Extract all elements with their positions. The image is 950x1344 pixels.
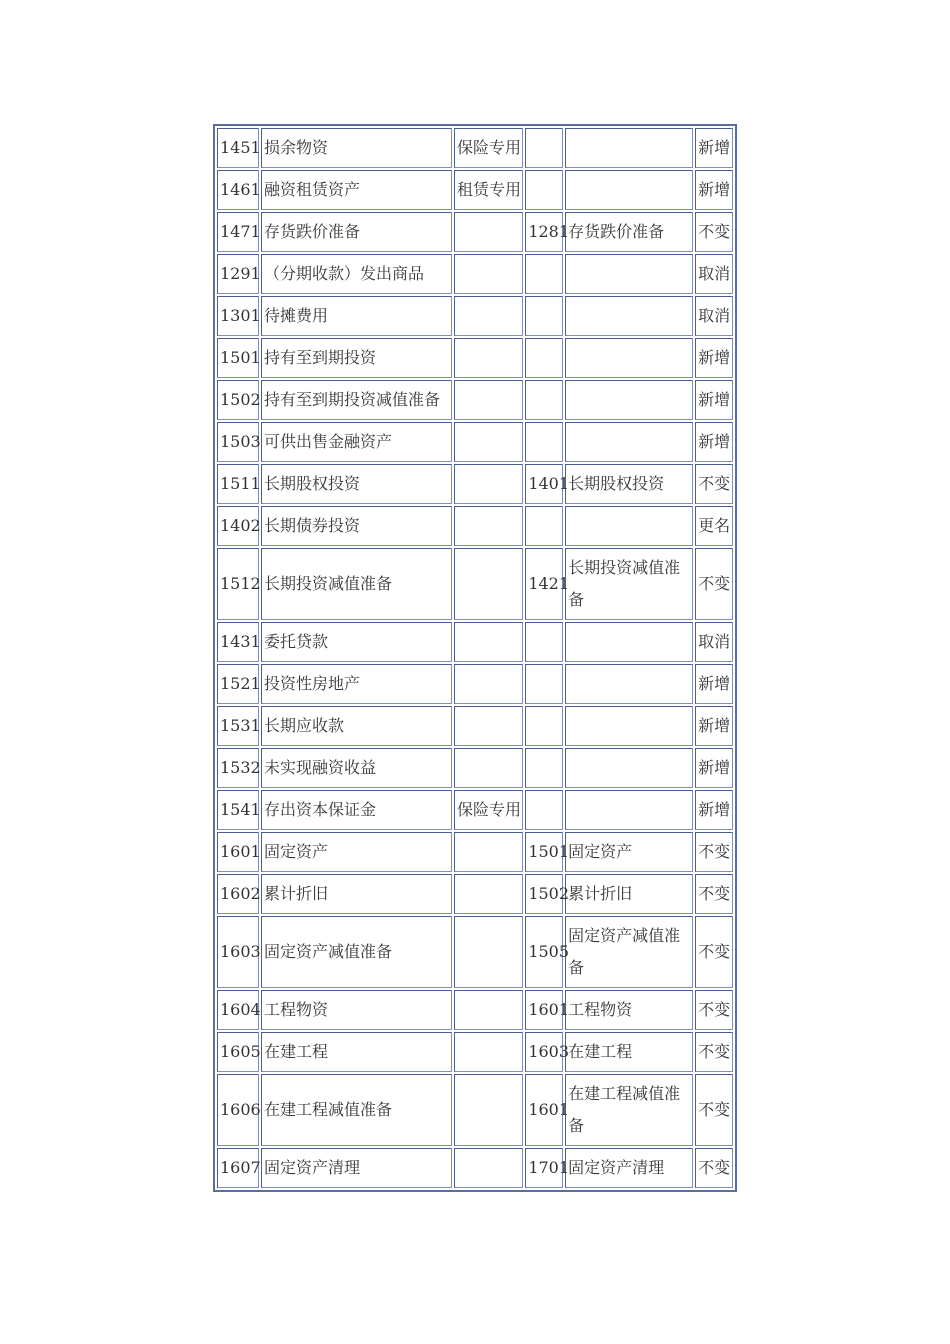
old-account-name-cell	[565, 664, 693, 704]
old-account-name-cell: 工程物资	[565, 990, 693, 1030]
table-row	[217, 874, 733, 914]
old-account-name-cell: 固定资产清理	[565, 1148, 693, 1188]
account-name-cell: 持有至到期投资	[261, 338, 452, 378]
old-account-name-cell	[565, 338, 693, 378]
table-row	[217, 212, 733, 252]
old-account-code-cell	[525, 422, 563, 462]
old-account-code-cell	[525, 622, 563, 662]
old-account-name-cell: 固定资产	[565, 832, 693, 872]
table-row	[217, 990, 733, 1030]
change-status-cell: 取消	[695, 622, 733, 662]
account-code-cell: 1605	[217, 1032, 259, 1072]
usage-note-cell	[454, 380, 523, 420]
old-account-name-cell: 在建工程减值准备	[565, 1074, 693, 1146]
old-account-code-cell	[525, 338, 563, 378]
account-name-cell: 在建工程减值准备	[261, 1074, 452, 1146]
account-code-cell: 1503	[217, 422, 259, 462]
usage-note-cell: 保险专用	[454, 128, 523, 168]
account-code-cell: 1604	[217, 990, 259, 1030]
table-row	[217, 128, 733, 168]
old-account-name-cell	[565, 296, 693, 336]
change-status-cell: 不变	[695, 548, 733, 620]
usage-note-cell	[454, 748, 523, 788]
old-account-code-cell: 1502	[525, 874, 563, 914]
old-account-name-cell: 存货跌价准备	[565, 212, 693, 252]
change-status-cell: 不变	[695, 1074, 733, 1146]
usage-note-cell	[454, 664, 523, 704]
account-code-cell: 1541	[217, 790, 259, 830]
table-row	[217, 664, 733, 704]
old-account-name-cell	[565, 380, 693, 420]
change-status-cell: 不变	[695, 832, 733, 872]
account-code-cell: 1291	[217, 254, 259, 294]
change-status-cell: 新增	[695, 128, 733, 168]
old-account-name-cell	[565, 622, 693, 662]
table-row	[217, 748, 733, 788]
change-status-cell: 新增	[695, 422, 733, 462]
old-account-name-cell	[565, 790, 693, 830]
old-account-name-cell: 长期股权投资	[565, 464, 693, 504]
table-row	[217, 548, 733, 620]
account-code-cell: 1607	[217, 1148, 259, 1188]
table-body	[217, 128, 733, 1188]
old-account-name-cell	[565, 170, 693, 210]
account-name-cell: 持有至到期投资减值准备	[261, 380, 452, 420]
account-code-cell: 1502	[217, 380, 259, 420]
old-account-code-cell: 1401	[525, 464, 563, 504]
old-account-name-cell: 长期投资减值准备	[565, 548, 693, 620]
account-code-cell: 1606	[217, 1074, 259, 1146]
usage-note-cell	[454, 832, 523, 872]
change-status-cell: 新增	[695, 748, 733, 788]
change-status-cell: 不变	[695, 874, 733, 914]
account-name-cell: 未实现融资收益	[261, 748, 452, 788]
account-code-cell: 1511	[217, 464, 259, 504]
account-name-cell: （分期收款）发出商品	[261, 254, 452, 294]
account-name-cell: 投资性房地产	[261, 664, 452, 704]
old-account-code-cell	[525, 506, 563, 546]
old-account-name-cell: 固定资产减值准备	[565, 916, 693, 988]
change-status-cell: 不变	[695, 464, 733, 504]
table-row	[217, 832, 733, 872]
usage-note-cell	[454, 1074, 523, 1146]
account-code-cell: 1512	[217, 548, 259, 620]
change-status-cell: 取消	[695, 254, 733, 294]
change-status-cell: 新增	[695, 338, 733, 378]
change-status-cell: 新增	[695, 790, 733, 830]
account-code-cell: 1601	[217, 832, 259, 872]
old-account-code-cell: 1501	[525, 832, 563, 872]
account-name-cell: 长期债券投资	[261, 506, 452, 546]
old-account-code-cell	[525, 748, 563, 788]
usage-note-cell	[454, 422, 523, 462]
change-status-cell: 不变	[695, 1032, 733, 1072]
table-row	[217, 1148, 733, 1188]
account-name-cell: 委托贷款	[261, 622, 452, 662]
old-account-code-cell	[525, 128, 563, 168]
table-row	[217, 1074, 733, 1146]
account-name-cell: 长期股权投资	[261, 464, 452, 504]
change-status-cell: 取消	[695, 296, 733, 336]
account-name-cell: 长期投资减值准备	[261, 548, 452, 620]
table-row	[217, 622, 733, 662]
usage-note-cell: 租赁专用	[454, 170, 523, 210]
account-code-cell: 1532	[217, 748, 259, 788]
account-table	[213, 124, 737, 1192]
account-name-cell: 累计折旧	[261, 874, 452, 914]
old-account-name-cell	[565, 254, 693, 294]
table-row	[217, 1032, 733, 1072]
usage-note-cell	[454, 622, 523, 662]
old-account-code-cell: 1281	[525, 212, 563, 252]
old-account-code-cell	[525, 664, 563, 704]
account-name-cell: 待摊费用	[261, 296, 452, 336]
account-name-cell: 在建工程	[261, 1032, 452, 1072]
old-account-code-cell	[525, 254, 563, 294]
old-account-code-cell: 1603	[525, 1032, 563, 1072]
account-name-cell: 固定资产减值准备	[261, 916, 452, 988]
old-account-name-cell	[565, 748, 693, 788]
usage-note-cell	[454, 548, 523, 620]
account-name-cell: 固定资产清理	[261, 1148, 452, 1188]
table-row	[217, 422, 733, 462]
change-status-cell: 不变	[695, 1148, 733, 1188]
account-name-cell: 固定资产	[261, 832, 452, 872]
table-row	[217, 338, 733, 378]
usage-note-cell	[454, 916, 523, 988]
account-code-cell: 1521	[217, 664, 259, 704]
usage-note-cell: 保险专用	[454, 790, 523, 830]
account-code-cell: 1301	[217, 296, 259, 336]
old-account-code-cell: 1601	[525, 990, 563, 1030]
table-row	[217, 170, 733, 210]
account-code-cell: 1602	[217, 874, 259, 914]
change-status-cell: 不变	[695, 916, 733, 988]
account-name-cell: 存出资本保证金	[261, 790, 452, 830]
change-status-cell: 新增	[695, 706, 733, 746]
usage-note-cell	[454, 296, 523, 336]
change-status-cell: 新增	[695, 664, 733, 704]
account-name-cell: 融资租赁资产	[261, 170, 452, 210]
change-status-cell: 更名	[695, 506, 733, 546]
account-name-cell: 工程物资	[261, 990, 452, 1030]
account-name-cell: 存货跌价准备	[261, 212, 452, 252]
account-code-cell: 1402	[217, 506, 259, 546]
old-account-code-cell	[525, 380, 563, 420]
old-account-code-cell: 1701	[525, 1148, 563, 1188]
old-account-code-cell	[525, 706, 563, 746]
account-code-cell: 1531	[217, 706, 259, 746]
old-account-name-cell	[565, 422, 693, 462]
old-account-code-cell	[525, 170, 563, 210]
account-code-cell: 1471	[217, 212, 259, 252]
table-row	[217, 706, 733, 746]
table-row	[217, 380, 733, 420]
account-code-cell: 1451	[217, 128, 259, 168]
usage-note-cell	[454, 464, 523, 504]
old-account-name-cell: 累计折旧	[565, 874, 693, 914]
change-status-cell: 新增	[695, 380, 733, 420]
usage-note-cell	[454, 874, 523, 914]
table-row	[217, 506, 733, 546]
account-name-cell: 长期应收款	[261, 706, 452, 746]
usage-note-cell	[454, 254, 523, 294]
usage-note-cell	[454, 212, 523, 252]
account-code-cell: 1603	[217, 916, 259, 988]
account-code-cell: 1431	[217, 622, 259, 662]
old-account-name-cell	[565, 706, 693, 746]
old-account-code-cell	[525, 296, 563, 336]
table-row	[217, 790, 733, 830]
old-account-name-cell: 在建工程	[565, 1032, 693, 1072]
usage-note-cell	[454, 506, 523, 546]
usage-note-cell	[454, 706, 523, 746]
table-row	[217, 254, 733, 294]
change-status-cell: 不变	[695, 212, 733, 252]
old-account-code-cell	[525, 790, 563, 830]
table-row	[217, 916, 733, 988]
account-name-cell: 可供出售金融资产	[261, 422, 452, 462]
usage-note-cell	[454, 990, 523, 1030]
table-row	[217, 464, 733, 504]
usage-note-cell	[454, 1032, 523, 1072]
table-row	[217, 296, 733, 336]
account-code-cell: 1461	[217, 170, 259, 210]
old-account-code-cell: 1601	[525, 1074, 563, 1146]
account-name-cell: 损余物资	[261, 128, 452, 168]
old-account-code-cell: 1421	[525, 548, 563, 620]
account-code-cell: 1501	[217, 338, 259, 378]
old-account-name-cell	[565, 128, 693, 168]
old-account-code-cell: 1505	[525, 916, 563, 988]
change-status-cell: 新增	[695, 170, 733, 210]
change-status-cell: 不变	[695, 990, 733, 1030]
usage-note-cell	[454, 338, 523, 378]
usage-note-cell	[454, 1148, 523, 1188]
old-account-name-cell	[565, 506, 693, 546]
